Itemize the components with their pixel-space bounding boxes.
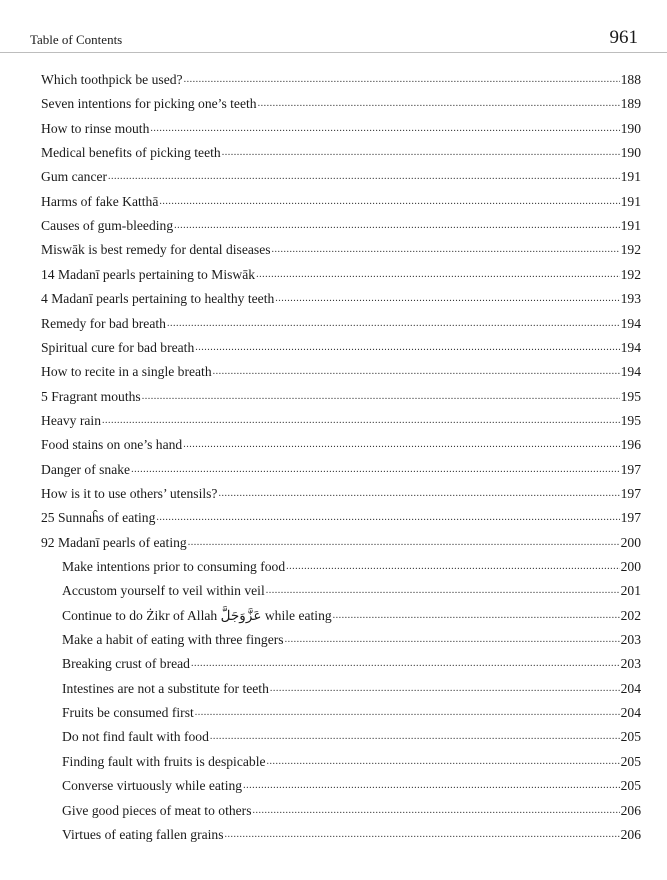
toc-entry-title: Continue to do Żikr of Allah عَزَّوَجَلَّ while eating [62, 607, 332, 623]
toc-entry [62, 801, 641, 821]
toc-entry [41, 362, 641, 382]
dot-leader [142, 387, 620, 407]
toc-entry-title: 14 Madanī pearls pertaining to Miswāk [41, 266, 256, 282]
toc-entry-title: Medical benefits of picking teeth [41, 145, 221, 161]
toc-entry-page: 205 [620, 729, 641, 745]
toc-entry-page: 204 [620, 705, 641, 721]
toc-entry-title: 92 Madanī pearls of eating [41, 534, 187, 550]
toc-entry-title: 4 Madanī pearls pertaining to healthy teeth [41, 291, 275, 307]
dot-leader [275, 289, 619, 309]
dot-leader [225, 825, 620, 845]
toc-entry-title: Virtues of eating fallen grains [62, 826, 224, 842]
dot-leader [184, 70, 620, 90]
toc-entry-page: 201 [620, 583, 641, 599]
toc-entry [41, 484, 641, 504]
toc-entry-page: 195 [620, 412, 641, 428]
dot-leader [156, 508, 619, 528]
toc-entry-page: 191 [620, 169, 641, 185]
toc-entry-title: Accustom yourself to veil within veil [62, 583, 265, 599]
toc-entry [41, 167, 641, 187]
toc-entry [41, 435, 641, 455]
toc-entry-page: 202 [620, 607, 641, 623]
dot-leader [102, 411, 620, 431]
toc-entry [62, 606, 641, 626]
toc-entry-page: 194 [620, 339, 641, 355]
toc-entry [41, 533, 641, 553]
toc-entry-title: Fruits be consumed first [62, 705, 194, 721]
toc-entry [62, 581, 641, 601]
toc-entry [41, 216, 641, 236]
toc-entry-title: Food stains on one’s hand [41, 437, 183, 453]
toc-entry-title: Do not find fault with food [62, 729, 209, 745]
dot-leader [131, 460, 620, 480]
toc-entry-title: Harms of fake Katthā [41, 193, 159, 209]
toc-entry-title: Seven intentions for picking one’s teeth [41, 96, 257, 112]
toc-entry [41, 411, 641, 431]
dot-leader [188, 533, 620, 553]
toc-entry [41, 314, 641, 334]
dot-leader [258, 94, 620, 114]
dot-leader [191, 654, 620, 674]
toc-entry-page: 204 [620, 680, 641, 696]
toc-entry-title: Make a habit of eating with three fingers [62, 632, 284, 648]
toc-entry-title: Danger of snake [41, 461, 131, 477]
dot-leader [272, 240, 620, 260]
toc-entry [41, 508, 641, 528]
toc-entry-page: 205 [620, 753, 641, 769]
toc-entry [41, 338, 641, 358]
toc-entry-page: 197 [620, 510, 641, 526]
toc-entry-title: Converse virtuously while eating [62, 778, 243, 794]
toc-entry-title: Spiritual cure for bad breath [41, 339, 195, 355]
toc-entry [41, 289, 641, 309]
toc-entry [62, 825, 641, 845]
dot-leader [270, 679, 620, 699]
toc-entry-page: 194 [620, 364, 641, 380]
toc-entry [41, 387, 641, 407]
toc-entry [41, 460, 641, 480]
toc-entry-title: Make intentions prior to consuming food [62, 559, 286, 574]
toc-entry-title: Give good pieces of meat to others [62, 802, 252, 818]
toc-entry-page: 188 [620, 72, 641, 87]
toc-entry [62, 679, 641, 699]
dot-leader [195, 338, 619, 358]
toc-entry-page: 190 [620, 120, 641, 136]
dot-leader [167, 314, 620, 334]
toc-entry-title: Heavy rain [41, 412, 102, 428]
dot-leader [183, 435, 619, 455]
dot-leader [159, 192, 619, 212]
dot-leader [213, 362, 620, 382]
toc-entry [41, 265, 641, 285]
toc-entry-title: How is it to use others’ utensils? [41, 485, 218, 501]
dot-leader [218, 484, 619, 504]
toc-entry-title: Finding fault with fruits is despicable [62, 753, 266, 769]
toc-entry-page: 190 [620, 145, 641, 161]
dot-leader [108, 167, 620, 187]
toc-entry-title: Which toothpick be used? [41, 72, 183, 87]
toc-entry [62, 752, 641, 772]
toc-entry-page: 195 [620, 388, 641, 404]
dot-leader [333, 606, 620, 626]
toc-entry [62, 727, 641, 747]
toc-entry-page: 203 [620, 656, 641, 672]
dot-leader [150, 119, 619, 139]
dot-leader [285, 630, 620, 650]
toc-entry-page: 200 [620, 559, 641, 574]
toc-entry-page: 197 [620, 485, 641, 501]
toc-entry-page: 200 [620, 534, 641, 550]
toc-entry [62, 557, 641, 577]
running-head-title: Table of Contents [30, 32, 123, 47]
toc-entry-page: 196 [620, 437, 641, 453]
toc-entry [62, 703, 641, 723]
dot-leader [243, 776, 620, 796]
toc-entry [41, 240, 641, 260]
dot-leader [266, 581, 620, 601]
toc-entry-title: Miswāk is best remedy for dental diseases [41, 242, 271, 258]
toc-entry [41, 192, 641, 212]
toc-entry-page: 206 [620, 802, 641, 818]
page-header [0, 0, 667, 53]
toc-entry-page: 193 [620, 291, 641, 307]
toc-entry [41, 70, 641, 90]
dot-leader [253, 801, 620, 821]
toc-entry-page: 197 [620, 461, 641, 477]
dot-leader [286, 557, 619, 577]
toc-entry-title: Gum cancer [41, 169, 108, 185]
toc-entry-page: 194 [620, 315, 641, 331]
toc-entry [41, 143, 641, 163]
toc-entry-page: 203 [620, 632, 641, 648]
toc-entry-title: Causes of gum-bleeding [41, 218, 174, 234]
toc-entry-title: Intestines are not a substitute for teeth [62, 680, 269, 696]
dot-leader [222, 143, 620, 163]
toc-entry-title: How to recite in a single breath [41, 364, 212, 380]
toc-entry-title: How to rinse mouth [41, 120, 150, 136]
toc-entry-page: 192 [620, 242, 641, 258]
toc-entry-page: 205 [620, 778, 641, 794]
dot-leader [267, 752, 620, 772]
toc-entry-title: 25 Sunnaĥs of eating [41, 510, 156, 526]
toc-entry [41, 119, 641, 139]
dot-leader [256, 265, 620, 285]
toc-entry-page: 191 [620, 218, 641, 234]
dot-leader [174, 216, 619, 236]
toc-entry-page: 189 [620, 96, 641, 112]
toc-entry-page: 206 [620, 826, 641, 842]
toc-entry [62, 776, 641, 796]
toc-entry-title: Breaking crust of bread [62, 656, 190, 672]
toc-entry-title: 5 Fragrant mouths [41, 388, 141, 404]
toc-entry [62, 654, 641, 674]
page-number: 961 [609, 27, 638, 48]
toc-entry-page: 192 [620, 266, 641, 282]
toc-entry-title: Remedy for bad breath [41, 315, 166, 331]
dot-leader [195, 703, 620, 723]
dot-leader [210, 727, 620, 747]
toc-entry-page: 191 [620, 193, 641, 209]
toc-entry [62, 630, 641, 650]
toc-entry [41, 94, 641, 114]
